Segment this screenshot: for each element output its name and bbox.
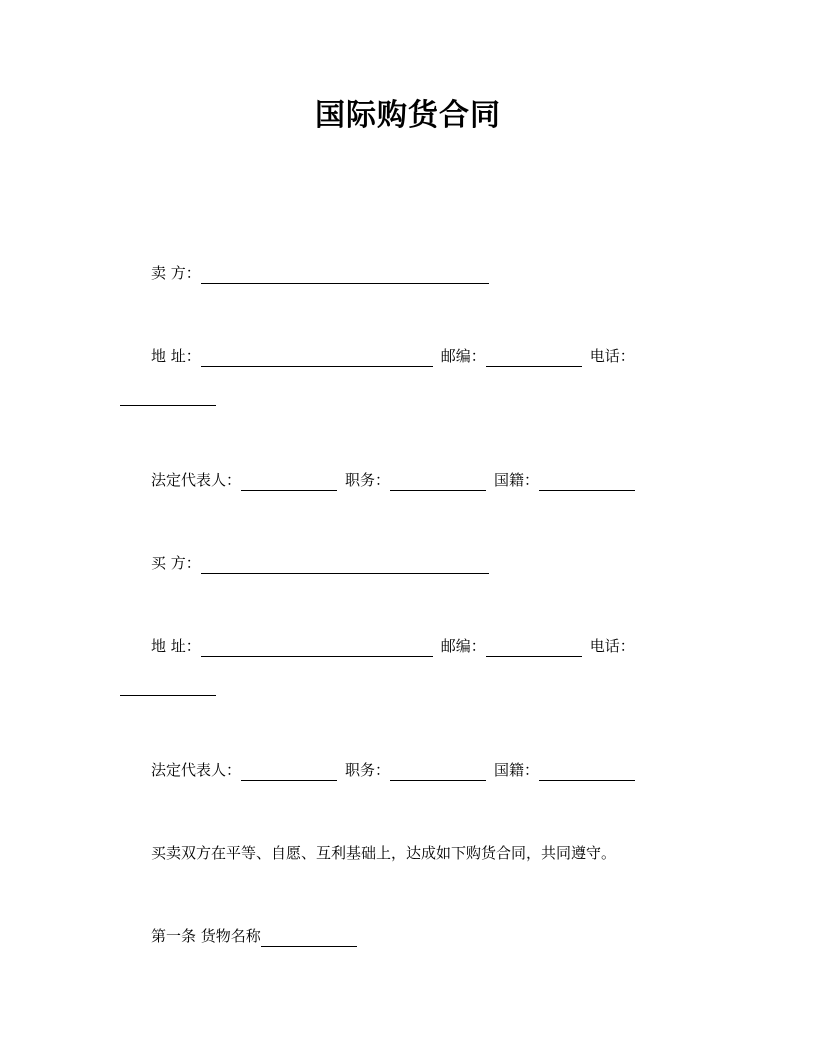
buyer-position-label: 职务： [345,761,391,779]
seller-rep-line [151,469,635,491]
buyer-address-label: 地 址： [151,637,201,655]
contract-title: 国际购货合同 [315,98,501,133]
buyer-rep-blank[interactable] [241,762,337,781]
seller-rep-label: 法定代表人： [151,471,242,489]
seller-line [151,262,489,284]
seller-phone-line [120,384,216,406]
buyer-phone-blank[interactable] [120,677,216,696]
seller-position-label: 职务： [345,471,391,489]
buyer-postcode-blank[interactable] [486,638,582,657]
seller-address-blank[interactable] [201,348,433,367]
buyer-name-blank[interactable] [201,555,489,574]
seller-phone-blank[interactable] [120,387,216,406]
buyer-nationality-label: 国籍： [494,761,540,779]
article-1-line [151,925,357,947]
buyer-nationality-blank[interactable] [539,762,635,781]
buyer-postcode-label: 邮编： [440,637,486,655]
seller-postcode-label: 邮编： [440,347,486,365]
seller-postcode-blank[interactable] [486,348,582,367]
seller-position-blank[interactable] [390,472,486,491]
seller-nationality-label: 国籍： [494,471,540,489]
buyer-rep-line [151,759,635,781]
seller-address-label: 地 址： [151,347,201,365]
seller-label: 卖 方： [151,264,201,282]
agreement-paragraph: 买卖双方在平等、自愿、互利基础上，达成如下购货合同，共同遵守。 [151,844,617,862]
seller-name-blank[interactable] [201,265,489,284]
seller-phone-label: 电话： [589,347,635,365]
buyer-position-blank[interactable] [390,762,486,781]
buyer-address-line [151,635,635,657]
buyer-line [151,552,489,574]
seller-address-line [151,345,635,367]
article-1-label: 第一条 货物名称 [151,927,261,945]
buyer-label: 买 方： [151,554,201,572]
seller-nationality-blank[interactable] [539,472,635,491]
buyer-address-blank[interactable] [201,638,433,657]
goods-name-blank[interactable] [261,928,357,947]
buyer-phone-label: 电话： [589,637,635,655]
seller-rep-blank[interactable] [241,472,337,491]
buyer-phone-line [120,674,216,696]
buyer-rep-label: 法定代表人： [151,761,242,779]
